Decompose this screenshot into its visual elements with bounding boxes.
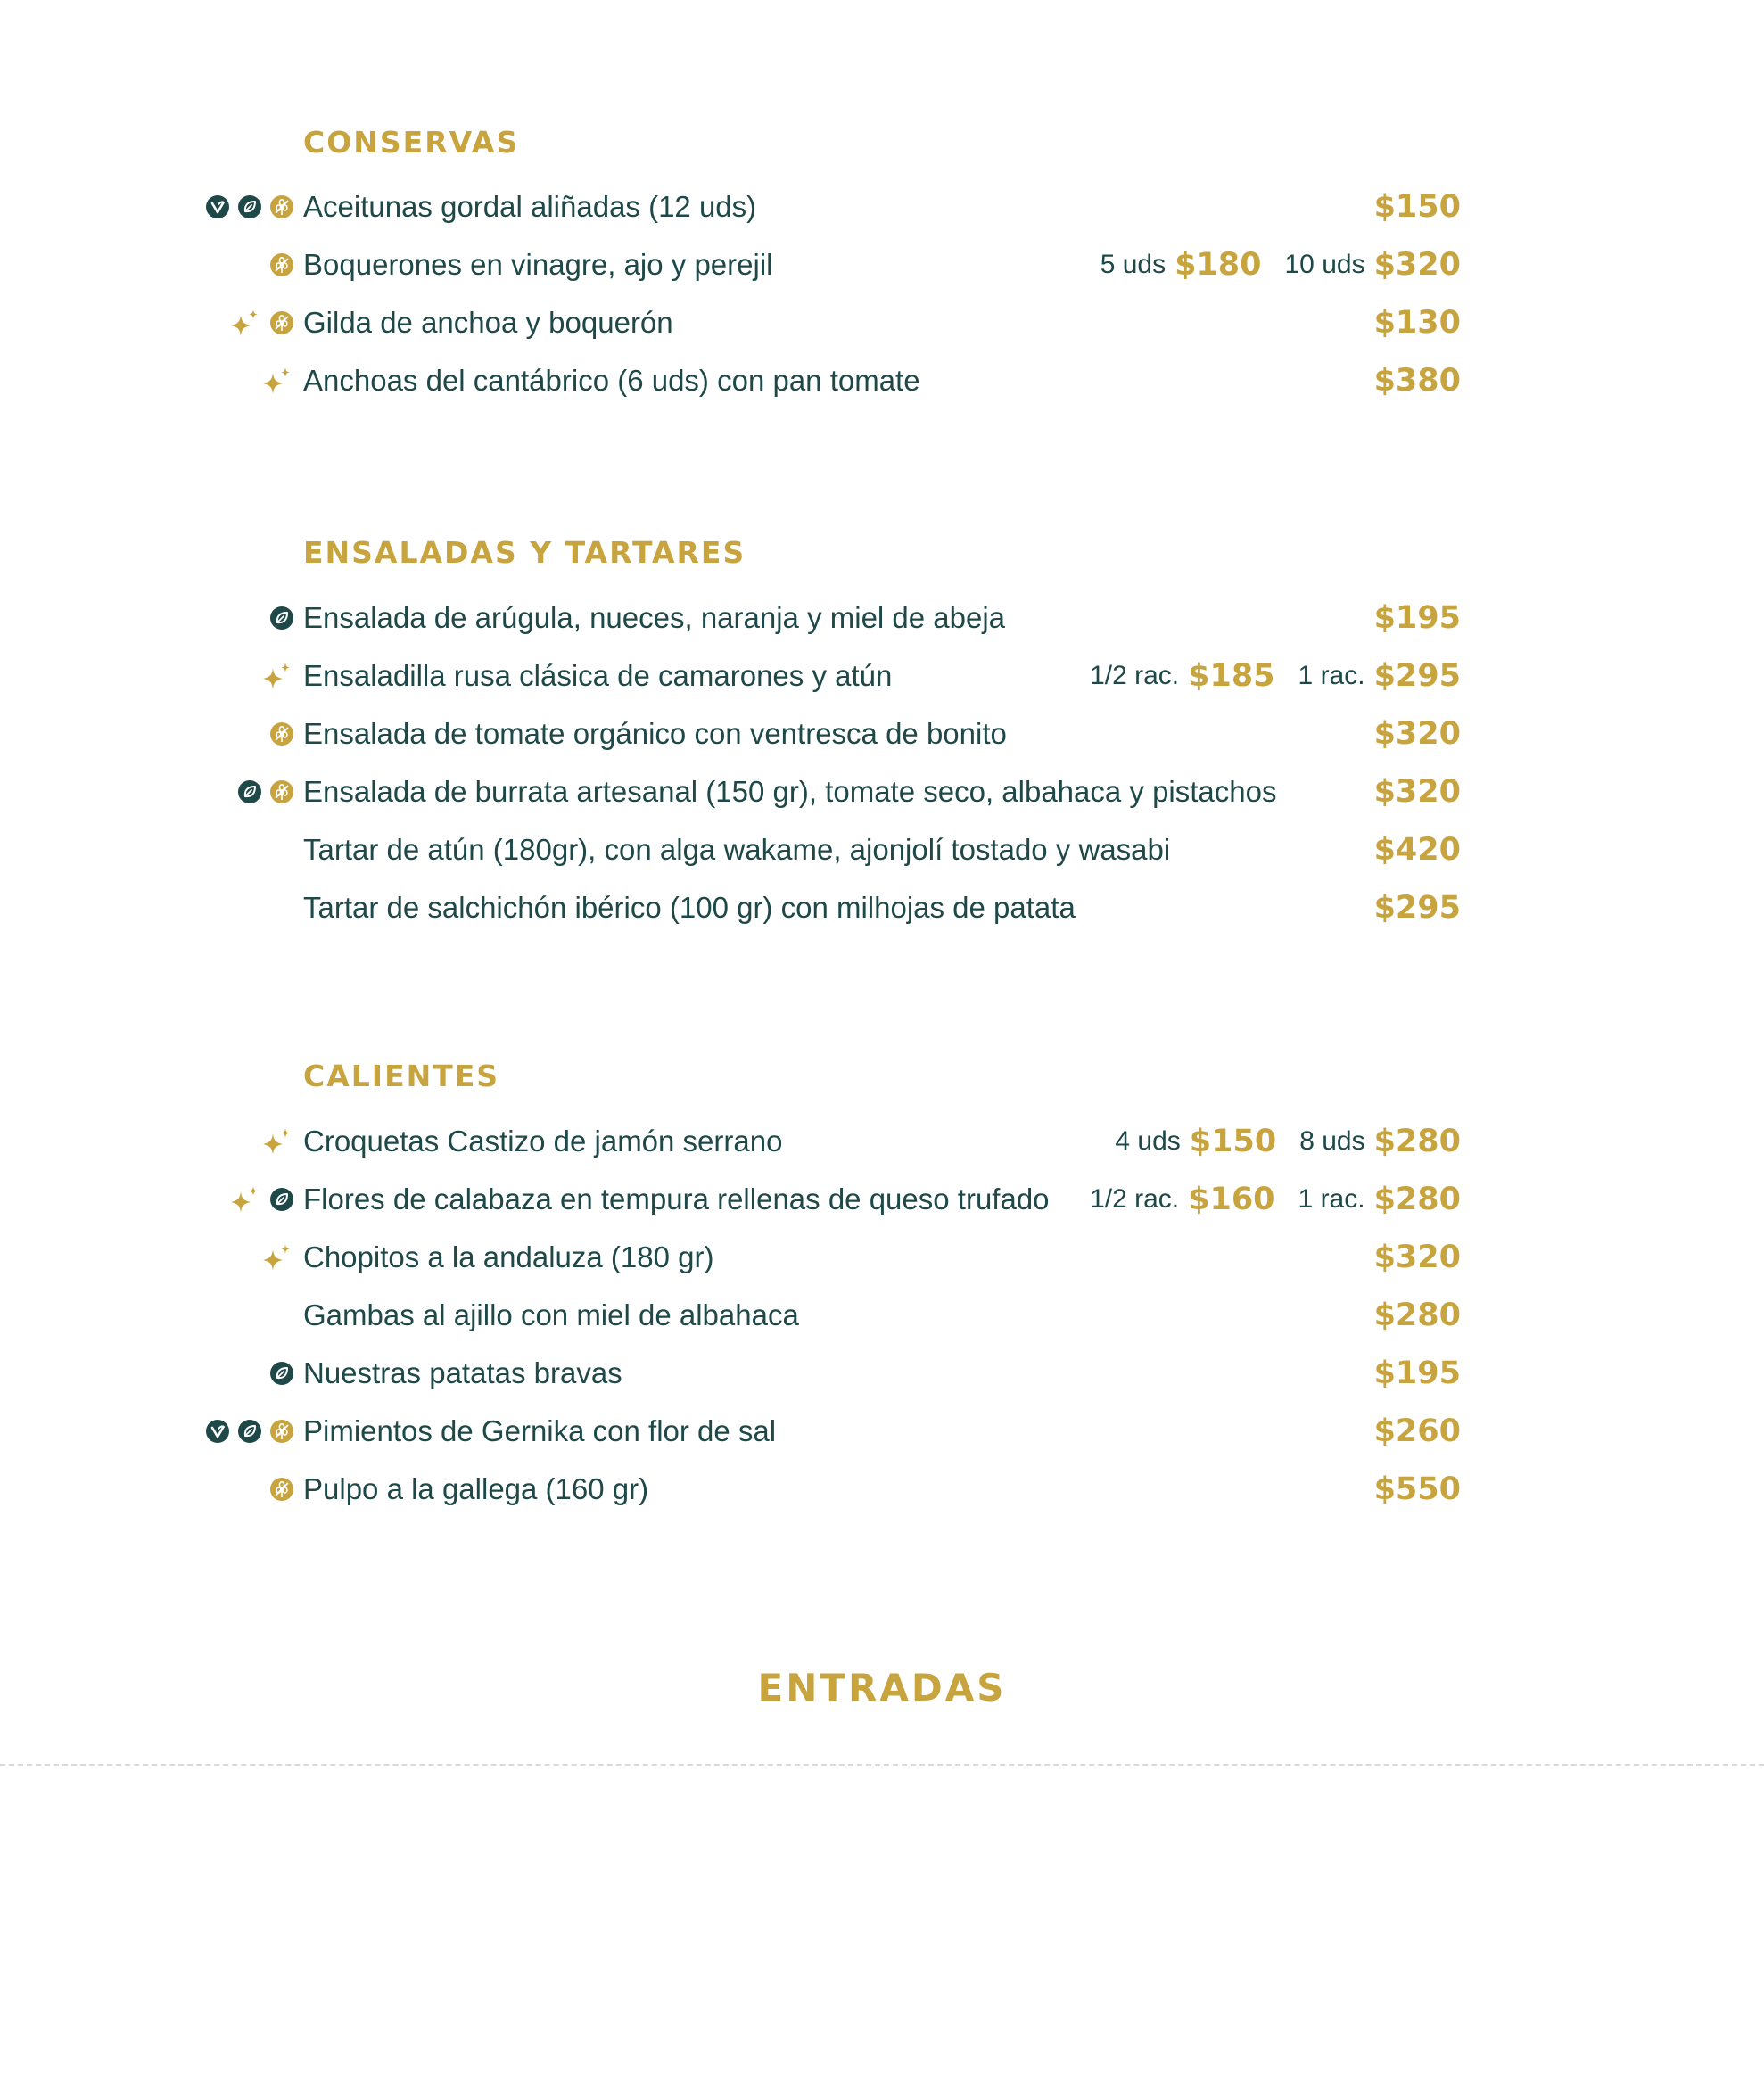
dietary-icons [228, 301, 294, 345]
menu-item [0, 712, 1764, 756]
menu-item [0, 886, 1764, 930]
item-prices [1374, 1351, 1461, 1396]
price: $295 [1373, 890, 1461, 926]
price: $185 [1188, 658, 1275, 694]
dietary-icons [228, 1177, 294, 1222]
gluten-free-icon [269, 252, 294, 277]
portion-label: 8 uds [1299, 1126, 1365, 1156]
item-prices [1374, 770, 1461, 814]
vegetarian-icon [237, 1419, 262, 1444]
item-prices [1090, 654, 1461, 698]
item-name: Ensalada de burrata artesanal (150 gr), tomate seco, albahaca y pistachos [303, 775, 1277, 808]
item-prices [1374, 1293, 1461, 1338]
price: $280 [1373, 1298, 1461, 1333]
item-name: Anchoas del cantábrico (6 uds) con pan tomate [303, 364, 920, 397]
vegetarian-icon [269, 1361, 294, 1386]
dietary-icons [205, 1409, 294, 1454]
portion-label: 4 uds [1115, 1126, 1181, 1156]
vegetarian-icon [237, 194, 262, 219]
item-prices [1374, 301, 1461, 345]
item-prices [1374, 185, 1461, 229]
section-title: ENSALADAS Y TARTARES [303, 535, 746, 570]
price: $150 [1373, 189, 1461, 225]
item-prices [1374, 712, 1461, 756]
item-prices [1374, 828, 1461, 872]
menu-item [0, 1235, 1764, 1280]
item-name: Ensaladilla rusa clásica de camarones y atún [303, 659, 893, 692]
item-name: Pimientos de Gernika con flor de sal [303, 1414, 777, 1447]
item-name: Chopitos a la andaluza (180 gr) [303, 1240, 714, 1273]
menu-item [0, 596, 1764, 640]
menu-item [0, 1177, 1764, 1222]
vegetarian-icon [269, 606, 294, 630]
item-name: Tartar de salchichón ibérico (100 gr) con milhojas de patata [303, 891, 1076, 924]
menu-item [0, 770, 1764, 814]
item-prices [1115, 1119, 1461, 1164]
dietary-icons [269, 1351, 294, 1396]
menu-item [0, 1293, 1764, 1338]
gluten-free-icon [269, 779, 294, 804]
item-name: Pulpo a la gallega (160 gr) [303, 1472, 649, 1505]
item-name: Aceitunas gordal aliñadas (12 uds) [303, 190, 757, 223]
dietary-icons [260, 1119, 294, 1164]
price: $550 [1373, 1471, 1461, 1507]
vegetarian-icon [237, 779, 262, 804]
dietary-icons [269, 243, 294, 287]
item-name: Gilda de anchoa y boquerón [303, 306, 673, 339]
menu-item [0, 185, 1764, 229]
menu-item [0, 1119, 1764, 1164]
price: $195 [1373, 1356, 1461, 1391]
item-prices [1374, 1409, 1461, 1454]
menu-item [0, 654, 1764, 698]
menu-item [0, 1467, 1764, 1512]
gluten-free-icon [269, 1477, 294, 1502]
portion-label: 5 uds [1100, 250, 1166, 279]
item-name: Nuestras patatas bravas [303, 1356, 622, 1389]
item-prices [1374, 886, 1461, 930]
vegetarian-icon [269, 1187, 294, 1212]
item-name: Tartar de atún (180gr), con alga wakame, ajonjolí tostado y wasabi [303, 833, 1171, 866]
portion-label: 1 rac. [1298, 661, 1365, 690]
item-prices [1374, 1467, 1461, 1512]
sparkle-icon [260, 1240, 294, 1274]
menu-item [0, 828, 1764, 872]
gluten-free-icon [269, 721, 294, 746]
dietary-icons [269, 596, 294, 640]
dietary-icons [269, 1467, 294, 1512]
dietary-icons [205, 185, 294, 229]
price: $195 [1373, 600, 1461, 636]
sparkle-icon [228, 306, 262, 340]
price: $320 [1373, 774, 1461, 810]
dietary-icons [260, 654, 294, 698]
price: $295 [1373, 658, 1461, 694]
item-name: Gambas al ajillo con miel de albahaca [303, 1298, 799, 1331]
menu-item [0, 243, 1764, 287]
dietary-icons [260, 1235, 294, 1280]
entradas-title: ENTRADAS [757, 1666, 1007, 1710]
item-name: Ensalada de tomate orgánico con ventresca de bonito [303, 717, 1007, 750]
page-divider [0, 1764, 1764, 1766]
item-name: Flores de calabaza en tempura rellenas de queso trufado [303, 1182, 1050, 1215]
item-prices [1374, 596, 1461, 640]
price: $420 [1373, 832, 1461, 868]
item-name: Ensalada de arúgula, nueces, naranja y miel de abeja [303, 601, 1006, 634]
menu-item [0, 1409, 1764, 1454]
item-prices [1374, 358, 1461, 403]
portion-label: 10 uds [1284, 250, 1365, 279]
dietary-icons [269, 712, 294, 756]
dietary-icons [260, 358, 294, 403]
price: $150 [1189, 1124, 1277, 1159]
gluten-free-icon [269, 310, 294, 335]
section-title: CALIENTES [303, 1059, 500, 1093]
vegan-icon [205, 194, 230, 219]
price: $320 [1373, 247, 1461, 283]
price: $130 [1373, 305, 1461, 341]
price: $320 [1373, 716, 1461, 752]
vegan-icon [205, 1419, 230, 1444]
price: $380 [1373, 363, 1461, 399]
item-name: Boquerones en vinagre, ajo y perejil [303, 248, 773, 281]
portion-label: 1 rac. [1298, 1184, 1365, 1214]
item-prices [1374, 1235, 1461, 1280]
price: $280 [1373, 1182, 1461, 1217]
price: $320 [1373, 1240, 1461, 1275]
portion-label: 1/2 rac. [1090, 1184, 1180, 1214]
price: $260 [1373, 1413, 1461, 1449]
sparkle-icon [260, 364, 294, 398]
item-prices [1090, 1177, 1461, 1222]
gluten-free-icon [269, 194, 294, 219]
dietary-icons [237, 770, 294, 814]
price: $160 [1188, 1182, 1275, 1217]
gluten-free-icon [269, 1419, 294, 1444]
price: $280 [1373, 1124, 1461, 1159]
sparkle-icon [260, 1125, 294, 1158]
menu-item [0, 1351, 1764, 1396]
menu-item [0, 358, 1764, 403]
sparkle-icon [228, 1182, 262, 1216]
menu-item [0, 301, 1764, 345]
item-prices [1100, 243, 1461, 287]
price: $180 [1175, 247, 1262, 283]
section-title: CONSERVAS [303, 125, 520, 160]
portion-label: 1/2 rac. [1090, 661, 1180, 690]
sparkle-icon [260, 659, 294, 693]
item-name: Croquetas Castizo de jamón serrano [303, 1125, 783, 1158]
